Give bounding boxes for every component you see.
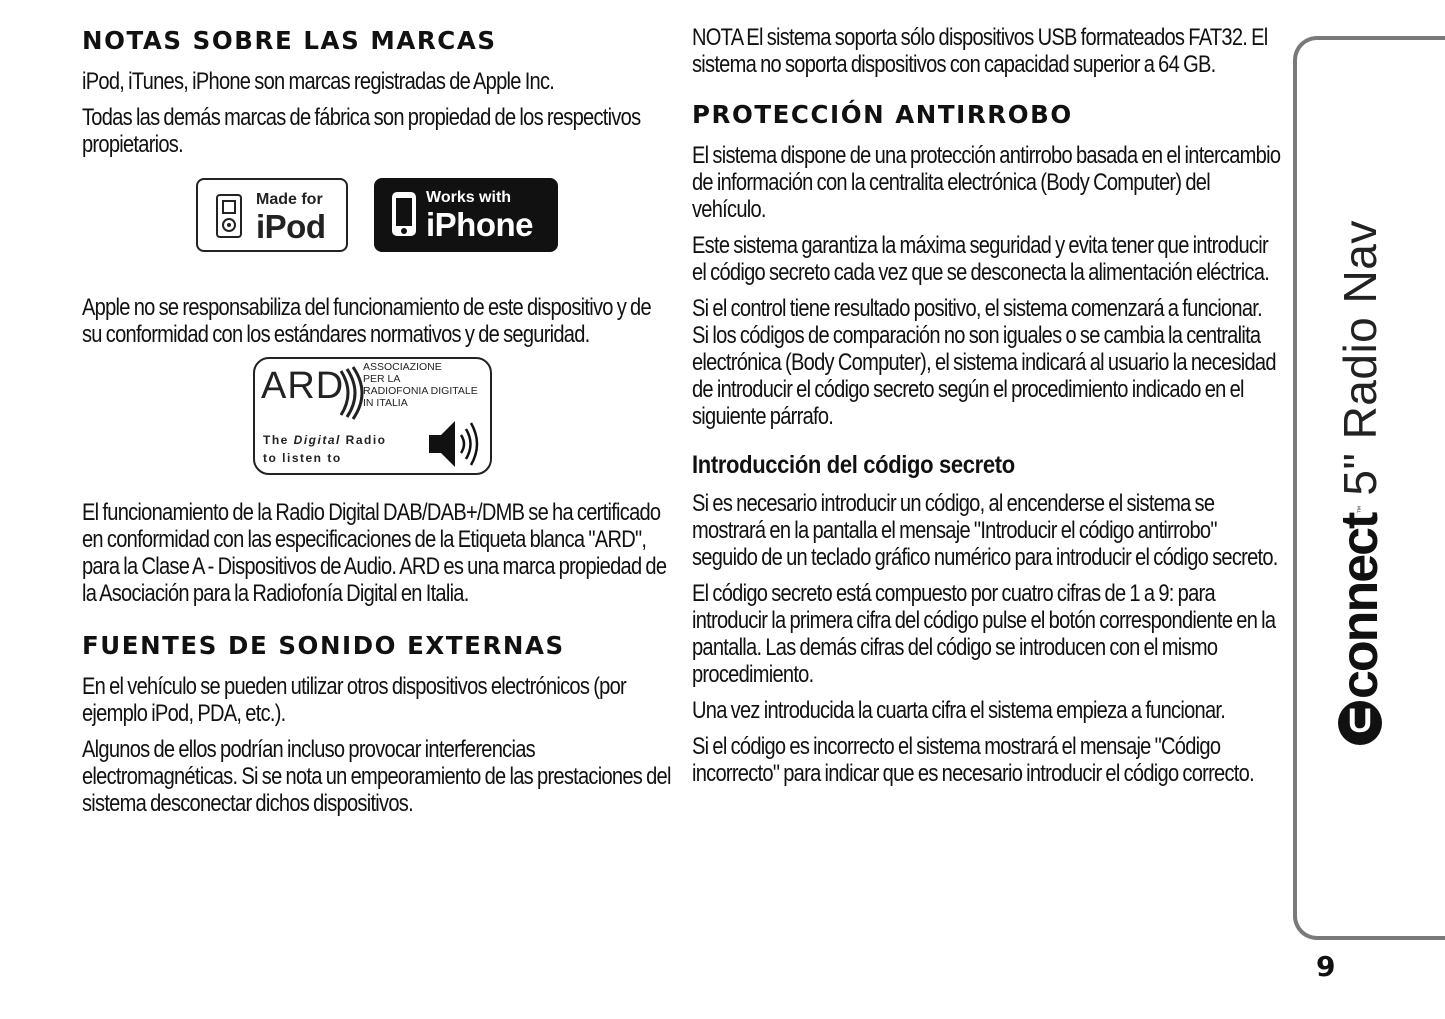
works-with-iphone-badge	[374, 178, 558, 252]
heading-antitheft: PROTECCIÓN ANTIRROBO	[692, 100, 1073, 129]
ard-assoc-line-3: RADIOFONIA DIGITALE	[363, 385, 478, 397]
iphone-icon	[392, 192, 416, 236]
paragraph-code-1: Si es necesario introducir un código, al encenderse el sistema se mostrará en la pantalla el mensaje "Introducir el código antirrobo" seguido de un teclado gráfico numérico para introducir el código secreto.	[692, 490, 1278, 571]
paragraph-usb-note: NOTA El sistema soporta sólo dispositivos USB formateados FAT32. El sistema no soporta dispositivos con capacidad superior a 64 GB.	[692, 24, 1268, 78]
left-column	[82, 24, 672, 826]
paragraph-apple-disclaimer: Apple no se responsabiliza del funcionamiento de este dispositivo y de su conformidad con los estándares normativos y de seguridad.	[82, 294, 651, 348]
ard-tag-radio: Radio	[340, 433, 387, 447]
paragraph-antitheft-3: Si el control tiene resultado positivo, el sistema comenzará a funcionar. Si los códigos de comparación no son iguales o se cambia la centralita electrónica (Body Computer), el sistema indicará al usuario la necesidad de introducir el código secreto según el procedimiento indicado en el siguiente párrafo.	[692, 295, 1276, 430]
paragraph-trademarks-others: Todas las demás marcas de fábrica son propiedad de los respectivos propietarios.	[82, 104, 641, 158]
heading-external-sources: FUENTES DE SONIDO EXTERNAS	[82, 631, 565, 660]
apple-logos	[82, 178, 672, 284]
paragraph-code-3: Una vez introducida la cuarta cifra el sistema empieza a funcionar.	[692, 697, 1226, 724]
ipod-icon	[216, 194, 242, 238]
paragraph-code-4: Si el código es incorrecto el sistema mostrará el mensaje "Código incorrecto" para indicar que es necesario introducir el código correcto.	[692, 733, 1254, 787]
ard-logo-wrap	[82, 357, 672, 493]
uconnect-logo-mark: U	[1338, 701, 1382, 745]
made-for-ipod-badge	[196, 178, 348, 252]
ipod-badge-big-text: iPod	[256, 208, 326, 245]
paragraph-trademarks-apple: iPod, iTunes, iPhone son marcas registradas de Apple Inc.	[82, 68, 555, 95]
ard-assoc-line-1: ASSOCIAZIONE	[363, 361, 442, 373]
paragraph-dab-certification: El funcionamiento de la Radio Digital DAB/DAB+/DMB se ha certificado en conformidad con las especificaciones de la Etiqueta blanca "ARD", para la Clase A - Dispositivos de Audio. ARD es una marca propiedad de la Asociación para la Radiofonía Digital en Italia.	[82, 499, 667, 607]
product-name: 5" Radio Nav	[1334, 220, 1386, 496]
heading-trademarks: NOTAS SOBRE LAS MARCAS	[82, 26, 497, 55]
ard-logo	[253, 357, 492, 475]
trademark-symbol: ™	[1355, 505, 1365, 514]
paragraph-code-2: El código secreto está compuesto por cuatro cifras de 1 a 9: para introducir la primera cifra del código pulse el botón correspondiente en la pantalla. Las demás cifras del código se introducen con el mismo procedimiento.	[692, 580, 1276, 688]
ard-tag-the: The	[263, 433, 294, 447]
iphone-badge-small-text: Works with	[426, 189, 512, 206]
iphone-badge-big-text: iPhone	[426, 206, 534, 243]
ard-tagline-1	[263, 433, 387, 447]
ard-tagline-2: to listen to	[263, 451, 342, 465]
ipod-badge-small-text: Made for	[256, 191, 323, 208]
right-column	[692, 24, 1282, 796]
heading-secret-code: Introducción del código secreto	[692, 451, 1015, 479]
uconnect-logo-text: connect	[1331, 513, 1389, 699]
chapter-title	[1330, 185, 1390, 745]
ard-assoc-line-2: PER LA	[363, 373, 401, 385]
ard-association-text	[363, 361, 478, 409]
paragraph-antitheft-1: El sistema dispone de una protección antirrobo basada en el intercambio de información con la centralita electrónica (Body Computer) del vehículo.	[692, 142, 1281, 223]
ard-assoc-line-4: IN ITALIA	[363, 397, 408, 409]
page-number: 9	[1316, 950, 1336, 983]
paragraph-antitheft-2: Este sistema garantiza la máxima seguridad y evita tener que introducir el código secreto cada vez que se desconecta la alimentación eléctrica.	[692, 232, 1270, 286]
ard-tag-digital: Digital	[293, 433, 341, 447]
speaker-icon	[427, 417, 483, 471]
ard-logo-name: ARD	[261, 365, 345, 407]
paragraph-external-2: Algunos de ellos podrían incluso provocar interferencias electromagnéticas. Si se nota un empeoramiento de las prestaciones del sistema desconectar dichos dispositivos.	[82, 736, 671, 817]
paragraph-external-1: En el vehículo se pueden utilizar otros dispositivos electrónicos (por ejemplo iPod, PDA, etc.).	[82, 673, 626, 727]
